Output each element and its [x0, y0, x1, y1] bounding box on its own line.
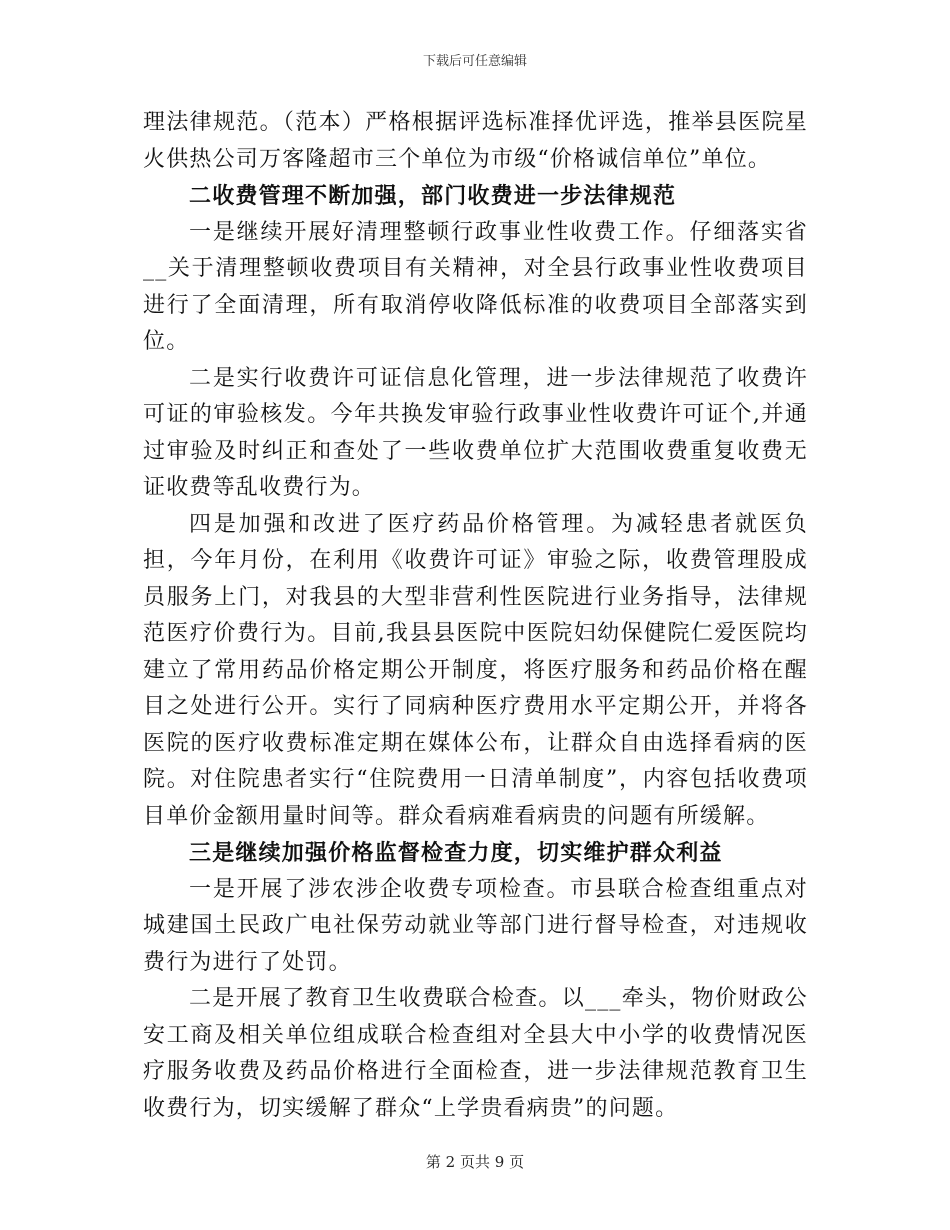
paragraph-education-health-inspection: 二是开展了教育卫生收费联合检查。以___牵头，物价财政公安工商及相关单位组成联合检查组对全县大中小学的收费情况医疗服务收费及药品价格进行全面检查，进一步法律规范教育卫生收费行为，切实缓解了群众“上学贵看病贵”的问题。 — [143, 986, 808, 1121]
paragraph-fee-license: 二是实行收费许可证信息化管理，进一步法律规范了收费许可证的审验核发。今年共换发审验行政事业性收费许可证个,并通过审验及时纠正和查处了一些收费单位扩大范围收费重复收费无证收费等乱收费行为。 — [143, 365, 808, 500]
page-header: 下载后可任意编辑 — [422, 54, 527, 69]
section-heading-fee-management: 二收费管理不断加强，部门收费进一步法律规范 — [189, 183, 677, 209]
document-body — [143, 105, 808, 1127]
page-number: 第 2 页共 9 页 — [425, 1153, 525, 1171]
paragraph-fee-cleanup: 一是继续开展好清理整顿行政事业性收费工作。仔细落实省__关于清理整顿收费项目有关精神，对全县行政事业性收费项目进行了全面清理，所有取消停收降低标准的收费项目全部落实到位。 — [143, 219, 808, 354]
paragraph-agricultural-inspection: 一是开展了涉农涉企收费专项检查。市县联合检查组重点对城建国土民政广电社保劳动就业等部门进行督导检查，对违规收费行为进行了处罚。 — [143, 876, 808, 975]
section-heading-price-supervision: 三是继续加强价格监督检查力度，切实维护群众利益 — [189, 840, 723, 866]
paragraph-continuation: 理法律规范。（范本）严格根据评选标准择优评选，推举县医院星火供热公司万客隆超市三个单位为市级“价格诚信单位”单位。 — [143, 110, 808, 172]
paragraph-medical-pricing: 四是加强和改进了医疗药品价格管理。为减轻患者就医负担，今年月份，在利用《收费许可证》审验之际，收费管理股成员服务上门，对我县的大型非营利性医院进行业务指导，法律规范医疗价费行为。目前,我县县医院中医院妇幼保健院仁爱医院均建立了常用药品价格定期公开制度，将医疗服务和药品价格在醒目之处进行公开。实行了同病种医疗费用水平定期公开，并将各医院的医疗收费标准定期在媒体公布，让群众自由选择看病的医院。对住院患者实行“住院费用一日清单制度”，内容包括收费项目单价金额用量时间等。群众看病难看病贵的问题有所缓解。 — [143, 511, 808, 829]
